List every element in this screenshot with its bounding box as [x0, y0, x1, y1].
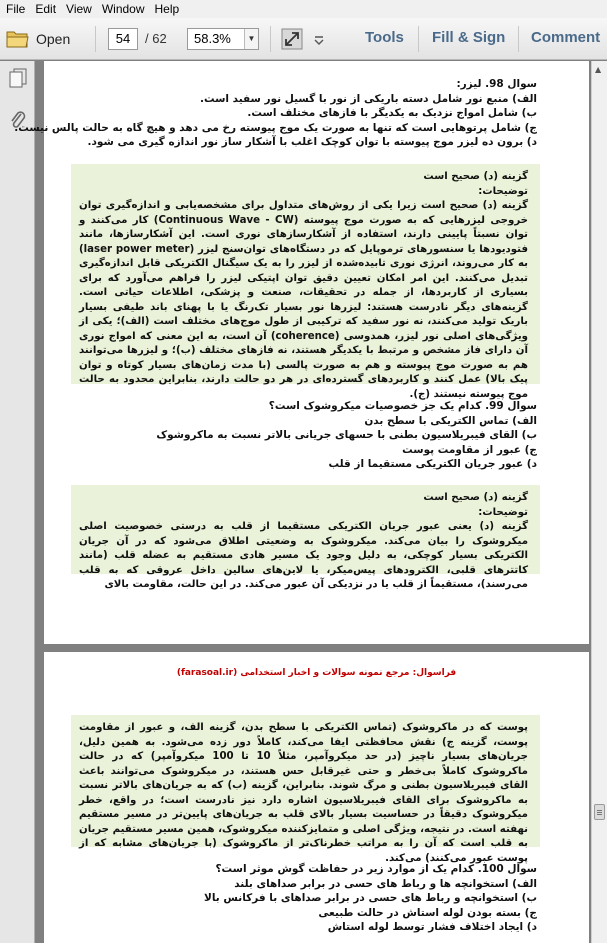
grip-line	[597, 814, 602, 815]
answer-99-continued	[71, 715, 540, 864]
folder-icon	[6, 29, 30, 49]
toolbar-separator	[95, 26, 96, 52]
pdf-page	[14, 61, 589, 644]
menu-bar	[0, 0, 607, 18]
menu-view[interactable]: View	[66, 2, 92, 16]
option-line: ب) شامل امواج نزدیک به یکدیگر با فازهای مختلف است.	[247, 107, 537, 119]
pdf-page	[44, 652, 589, 943]
option-line: ب) القای فیبریلاسیون بطنی با حسهای جریانی بالاتر نسبت به ماکروشوک	[156, 429, 537, 441]
scroll-up-icon[interactable]: ▲	[595, 65, 602, 74]
expand-icon	[280, 27, 304, 51]
page-number-input[interactable]: 54	[108, 28, 138, 50]
option-line: ب) استخوانچه و رباط های حسی در برابر صداهای با فرکانس بالا	[204, 892, 537, 904]
option-line: د) ایجاد اختلاف فشار توسط لوله استاش	[327, 921, 537, 933]
zoom-select[interactable]	[187, 28, 259, 50]
grip-line	[597, 810, 602, 811]
open-label: Open	[36, 31, 71, 47]
open-button[interactable]	[6, 27, 70, 51]
answer-subtitle: توضیحات:	[478, 506, 528, 518]
menu-window[interactable]: Window	[101, 2, 145, 16]
menu-edit[interactable]: Edit	[35, 2, 57, 16]
fit-page-button[interactable]	[280, 27, 304, 51]
option-line: ج) شامل پرتوهایی است که تنها به صورت یک موج پیوسته رخ می دهد و هیچ گاه به حالت پالس نیست.	[14, 121, 537, 134]
option-line: ج) بسته بودن لوله استاش در حالت طبیعی	[318, 906, 537, 919]
option-line: ج) عبور از مقاومت پوست	[402, 443, 537, 456]
answer-text: پوست که در ماکروشوک (تماس الکتریکی با سطح بدن، گزینه الف، و عبور از مقاومت پوست، گزینه ج) نقش محافظتی ایفا می‌کند، کاملاً دور زده می‌شود. به همین دلیل، جریان‌های بسیار ناچیز (در حد میکروآمپر، مثلاً 10 تا 100 میکروآمپر) که در حالت ماکروشوک کاملاً بی‌خطر و حتی غیرقابل حس هستند، در میکروشوک می‌توانند باعث القای فیبریلاسیون بطنی و مرگ شوند. بنابراین، گزینه (ب) که به جریان‌های بالاتر نسبت به ماکروشوک برای القای فیبریلاسیون اشاره دارد نیز نادرست است؛ در واقع، خطر میکروشوک دقیقاً در حساسیت بسیار بالای قلب به جریان‌های پایین‌تر در مسیر مستقیم نهفته است. در نتیجه، ویژگی اصلی و متمایزکننده میکروشوک، همین مسیر مستقیم جریان به قلب است که آن را به مراتب خطرناک‌تر از ماکروشوک (با جریان‌های مشابه که از پوست عبور می‌کنند) می‌کند.	[79, 722, 528, 864]
scrollbar-thumb[interactable]	[594, 804, 605, 820]
question-98	[14, 77, 537, 150]
chevron-down-icon[interactable]: ▼	[244, 29, 258, 49]
option-line: د) برون ده لیزر موج پیوسته با توان کوچک اغلب با آشکار ساز نور اندازه گیری می شود.	[87, 136, 537, 148]
toolbar-separator	[270, 26, 271, 52]
menu-help[interactable]: Help	[154, 2, 180, 16]
answer-title: گزینه (د) صحیح است	[423, 171, 528, 182]
option-line: د) عبور جریان الکتریکی مستقیما از قلب	[328, 458, 537, 470]
question-100	[204, 862, 537, 935]
answer-text: گزینه (د) یعنی عبور جریان الکتریکی مستقیما از قلب به درستی خصوصیت اصلی میکروشوک را بیان می‌کند. میکروشوک به وضعیتی اطلاق می‌شود که در آن جریان الکتریکی بسیار کوچکی، به دلیل وجود یک مسیر هادی مستقیم به عضله قلب (مانند کاتترهای قلبی، الکترودهای پیس‌میکر، یا لاین‌های سالین داخل عروقی که به قلب می‌رسند)، مستقیماً از قلب یا در نزدیکی آن عبور می‌کند. در این حالت، مقاومت بالای	[79, 521, 528, 590]
toolbar-separator	[418, 26, 419, 52]
toolbar-separator	[518, 26, 519, 52]
navigation-pane	[0, 61, 35, 943]
answer-title: گزینه (د) صحیح است	[423, 492, 528, 503]
answer-text: گزینه (د) صحیح است زیرا یکی از روش‌های متداول برای مشخصه‌یابی و اندازه‌گیری توان خروجی لیزرهایی که به صورت موج پیوسته (Continuous Wave - CW) کار می‌کنند و توان نسبتاً پایینی دارند، استفاده از آشکارسازهای نوری است. این آشکارسازها، مانند فتودیودها یا سنسورهای ترموپایل که در دستگاه‌های توان‌سنج لیزر (laser power meter) به کار می‌روند، انرژی نوری تابیده‌شده از لیزر را به یک سیگنال الکتریکی قابل اندازه‌گیری تبدیل می‌کنند. این امر امکان تعیین دقیق توان اپتیکی لیزر را فراهم می‌آورد که برای بسیاری از کاربردها، از جمله در تحقیقات، صنعت و پزشکی، اطلاعات حیاتی است. گزینه‌های دیگر نادرست هستند: لیزرها نور بسیار تک‌رنگ یا با پهنای باند طیفی بسیار باریک تولید می‌کنند، نه نور سفید که ترکیبی از طول موج‌های مختلف است (الف)؛ یکی از ویژگی‌های اصلی نور لیزر، همدوسی (coherence) آن است، به این معنی که امواج نوری آن دارای فاز مشخص و مرتبط با یکدیگر هستند، نه فازهای مختلف (ب)؛ و لیزرها می‌توانند هم به صورت موج پیوسته و هم به صورت پالسی (با مدت زمان‌های بسیار کوتاه و توان پیک بالا) عمل کنند و کاربردهای گسترده‌ای در هر دو حالت دارند، بنابراین محدود به حالت موج پیوسته نیستند (ج).	[79, 200, 529, 400]
question-line: سوال 99. کدام یک جز خصوصیات میکروشوک است؟	[268, 400, 537, 412]
option-line: الف) منبع نور شامل دسته باریکی از نور با گسیل نور سفید است.	[199, 92, 537, 105]
answer-98	[71, 164, 540, 400]
grip-line	[597, 812, 602, 813]
question-line: سوال 100. کدام یک از موارد زیر در حفاظت گوش موثر است؟	[215, 863, 537, 875]
tools-button[interactable]: Tools	[365, 29, 404, 46]
question-99	[156, 399, 537, 472]
menu-file[interactable]: File	[6, 2, 26, 16]
comment-button[interactable]: Comment	[531, 29, 601, 46]
option-line: الف) استخوانچه ها و رباط های حسی در برابر صداهای بلند	[234, 877, 537, 890]
page-total: / 62	[145, 31, 167, 46]
option-line: الف) تماس الکتریکی با سطح بدن	[364, 414, 537, 427]
vertical-scrollbar[interactable]	[591, 61, 607, 943]
toolbar	[0, 18, 607, 60]
fill-sign-button[interactable]: Fill & Sign	[432, 29, 506, 46]
question-line: سوال 98. لیزر:	[456, 78, 537, 90]
toolbar-options-button[interactable]	[312, 27, 326, 51]
page-header: فراسوال: مرجع نمونه سوالات و اخبار استخدامی (farasoal.ir)	[176, 668, 457, 678]
zoom-value: 58.3%	[194, 31, 231, 46]
chevron-down-icon	[312, 27, 326, 51]
answer-subtitle: توضیحات:	[478, 185, 528, 197]
answer-99	[71, 485, 540, 590]
